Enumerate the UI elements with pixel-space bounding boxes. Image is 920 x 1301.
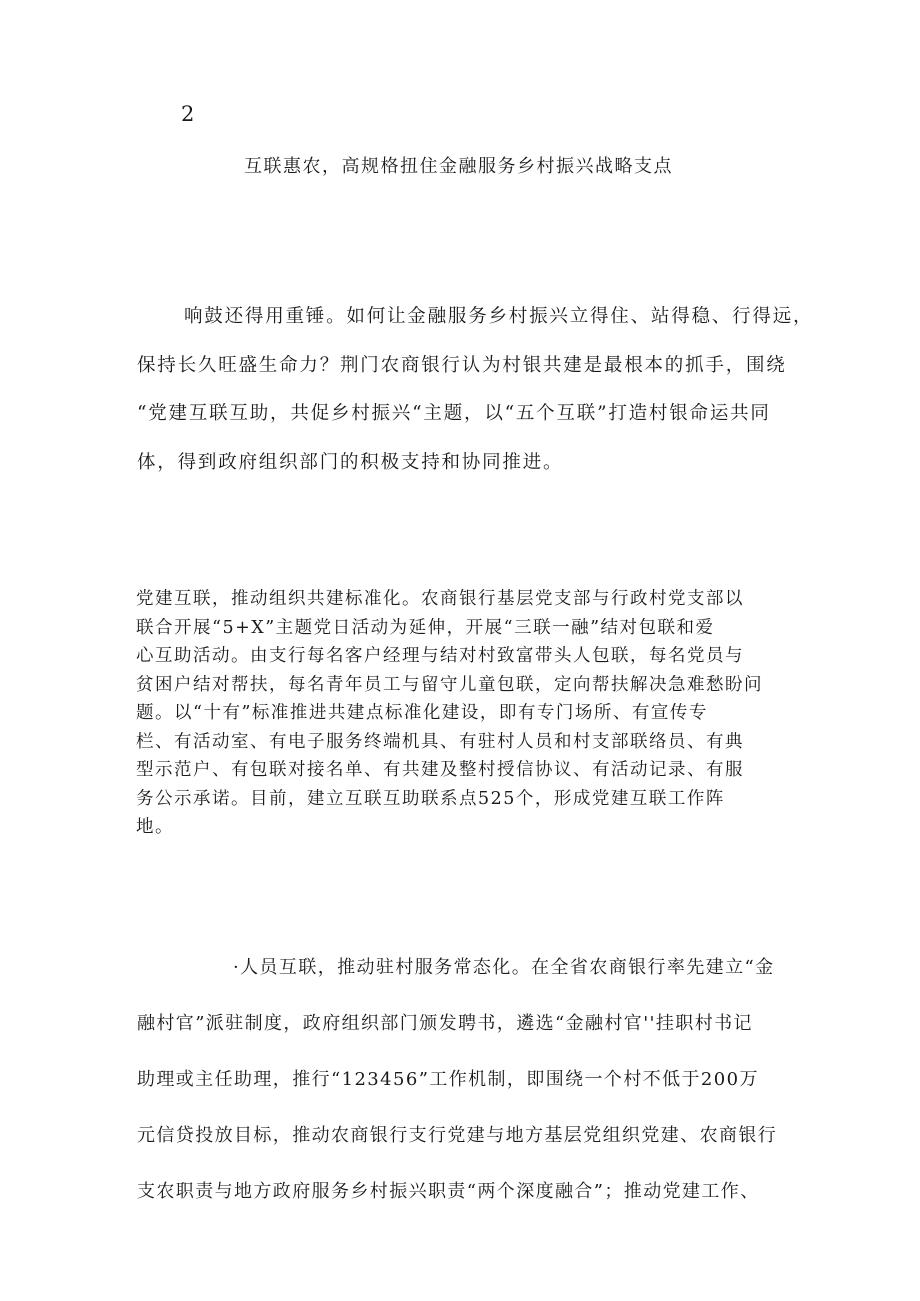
paragraph-line: 地。 [136,817,174,837]
paragraph-line: 融村官”派驻制度，政府组织部门颁发聘书，遴选“金融村官''挂职村书记 [137,1013,753,1034]
paragraph-line: 栏、有活动室、有电子服务终端机具、有驻村人员和村支部联络员、有典 [136,731,744,752]
paragraph-line: 题。以“十有”标准推进共建点标准化建设，即有专门场所、有宣传专 [136,703,708,723]
paragraph-line: 响鼓还得用重锤。如何让金融服务乡村振兴立得住、站得稳、行得远， [184,306,814,327]
paragraph-intro [137,293,813,487]
paragraph-line: 心互助活动。由支行每名客户经理与结对村致富带头人包联，每名党员与 [136,646,744,666]
paragraph-line: “党建互联互助，共促乡村振兴“主题，以“五个互联”打造村银命运共同 [137,403,771,424]
paragraph-line: 支农职责与地方政府服务乡村振兴职责“两个深度融合”；推动党建工作、 [137,1181,760,1202]
paragraph-personnel [137,940,777,1220]
paragraph-line: 保持长久旺盛生命力？荆门农商银行认为村银共建是最根本的抓手，围绕 [137,354,787,376]
page-number: 2 [181,102,195,126]
paragraph-line: 贫困户结对帮扶，每名青年员工与留守儿童包联，定向帮扶解决急难愁盼问 [136,674,763,695]
paragraph-line: 党建互联，推动组织共建标准化。农商银行基层党支部与行政村党支部以 [136,589,744,609]
paragraph-line: 元信贷投放目标，推动农商银行支行党建与地方基层党组织党建、农商银行 [137,1125,778,1146]
paragraph-line: 助理或主任助理，推行“123456”工作机制，即围绕一个村不低于200万 [137,1069,759,1090]
section-title: 互联惠农，高规格扭住金融服务乡村振兴战略支点 [244,156,673,177]
paragraph-line: 联合开展“5+X”主题党日活动为延伸，开展“三联一融”结对包联和爱 [136,617,715,638]
paragraph-party-building [136,585,763,842]
paragraph-line: 务公示承诺。目前，建立互联互助联系点525个，形成党建互联工作阵 [136,788,725,809]
paragraph-line: 型示范户、有包联对接名单、有共建及整村授信协议、有活动记录、有服 [136,760,744,780]
paragraph-line: ·人员互联，推动驻村服务常态化。在全省农商银行率先建立“金 [233,957,775,978]
paragraph-line: 体，得到政府组织部门的积极支持和协同推进。 [137,451,564,473]
